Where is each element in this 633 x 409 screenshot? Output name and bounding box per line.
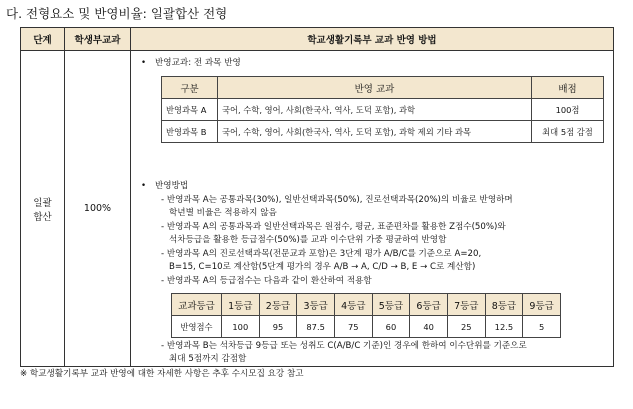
subject-header-category: 구분 (162, 77, 218, 99)
grade-value-3: 87.5 (297, 316, 335, 338)
section-heading: 다. 전형요소 및 반영비율: 일괄합산 전형 (6, 6, 228, 21)
method-line-4: 석차등급을 활용한 등급점수(50%)를 교과 이수단위 가중 평균하여 반영함 (169, 235, 447, 245)
grade-header-8: 8등급 (485, 294, 523, 316)
subject-header-points: 배점 (532, 77, 604, 99)
method-line-6: B=15, C=10로 계산함(5단계 평가의 경우 A/B → A, C/D → B, E → C로 계산함) (169, 262, 476, 272)
grade-header-3: 3등급 (297, 294, 335, 316)
method-line-1: - 반영과목 A는 공통과목(30%), 일반선택과목(50%), 진로선택과목(20%)의 비율로 반영하며 (161, 195, 513, 205)
grade-table (171, 293, 561, 338)
subject-a-category: 반영과목 A (162, 99, 218, 121)
grade-value-label: 반영점수 (172, 316, 222, 338)
subject-scope-title: 반영교과: 전 과목 반영 (155, 58, 241, 68)
header-stage: 단계 (21, 28, 65, 51)
header-ratio: 학생부교과 (65, 28, 131, 51)
grade-header-5: 5등급 (372, 294, 410, 316)
bullet-2: • (141, 181, 147, 191)
subject-header-subjects: 반영 교과 (218, 77, 532, 99)
stage-line-1: 일괄 (33, 197, 52, 209)
grade-value-9: 5 (523, 316, 561, 338)
grade-header-1: 1등급 (222, 294, 260, 316)
grade-header-row (172, 294, 561, 316)
grade-header-7: 7등급 (447, 294, 485, 316)
method-cell (131, 51, 614, 367)
subject-a-subjects: 국어, 수학, 영어, 사회(한국사, 역사, 도덕 포함), 과학 (218, 99, 532, 121)
subject-row-a (162, 99, 604, 121)
grade-value-4: 75 (334, 316, 372, 338)
method-line-2: 학년별 비율은 적용하지 않음 (169, 208, 277, 218)
grade-value-7: 25 (447, 316, 485, 338)
method-title: 반영방법 (155, 181, 189, 191)
method-final-line-2: 최대 5점까지 감점함 (169, 354, 247, 364)
grade-header-4: 4등급 (334, 294, 372, 316)
grade-value-2: 95 (259, 316, 297, 338)
method-final-line-1: - 반영과목 B는 석차등급 9등급 또는 성취도 C(A/B/C 기준)인 경우에 한하여 이수단위를 기준으로 (161, 341, 527, 351)
grade-value-row (172, 316, 561, 338)
header-method: 학교생활기록부 교과 반영 방법 (131, 28, 614, 51)
admission-table (20, 27, 614, 367)
grade-value-8: 12.5 (485, 316, 523, 338)
grade-header-label: 교과등급 (172, 294, 222, 316)
method-line-5: - 반영과목 A의 진로선택과목(전문교과 포함)은 3단계 평가 A/B/C를 기준으로 A=20, (161, 249, 482, 259)
grade-header-9: 9등급 (523, 294, 561, 316)
subject-a-points: 100점 (532, 99, 604, 121)
header-row (21, 28, 614, 51)
footnote: ※ 학교생활기록부 교과 반영에 대한 자세한 사항은 추후 수시모집 요강 참고 (20, 369, 304, 379)
subject-table (161, 76, 604, 143)
method-line-3: - 반영과목 A의 공통과목과 일반선택과목은 원점수, 평균, 표준편차를 활용한 Z점수(50%)와 (161, 222, 506, 232)
grade-value-1: 100 (222, 316, 260, 338)
grade-header-2: 2등급 (259, 294, 297, 316)
grade-header-6: 6등급 (410, 294, 448, 316)
subject-b-points: 최대 5점 감점 (532, 121, 604, 143)
method-line-7: - 반영과목 A의 등급점수는 다음과 같이 환산하여 적용함 (161, 276, 372, 286)
subject-b-subjects: 국어, 수학, 영어, 사회(한국사, 역사, 도덕 포함), 과학 제외 기타 과목 (218, 121, 532, 143)
subject-b-category: 반영과목 B (162, 121, 218, 143)
grade-value-5: 60 (372, 316, 410, 338)
ratio-cell: 100% (65, 51, 131, 367)
stage-line-2: 합산 (33, 211, 52, 223)
grade-value-6: 40 (410, 316, 448, 338)
subject-row-b (162, 121, 604, 143)
bullet-1: • (141, 58, 147, 68)
subject-header-row (162, 77, 604, 99)
body-row (21, 51, 614, 367)
stage-cell (21, 51, 65, 367)
